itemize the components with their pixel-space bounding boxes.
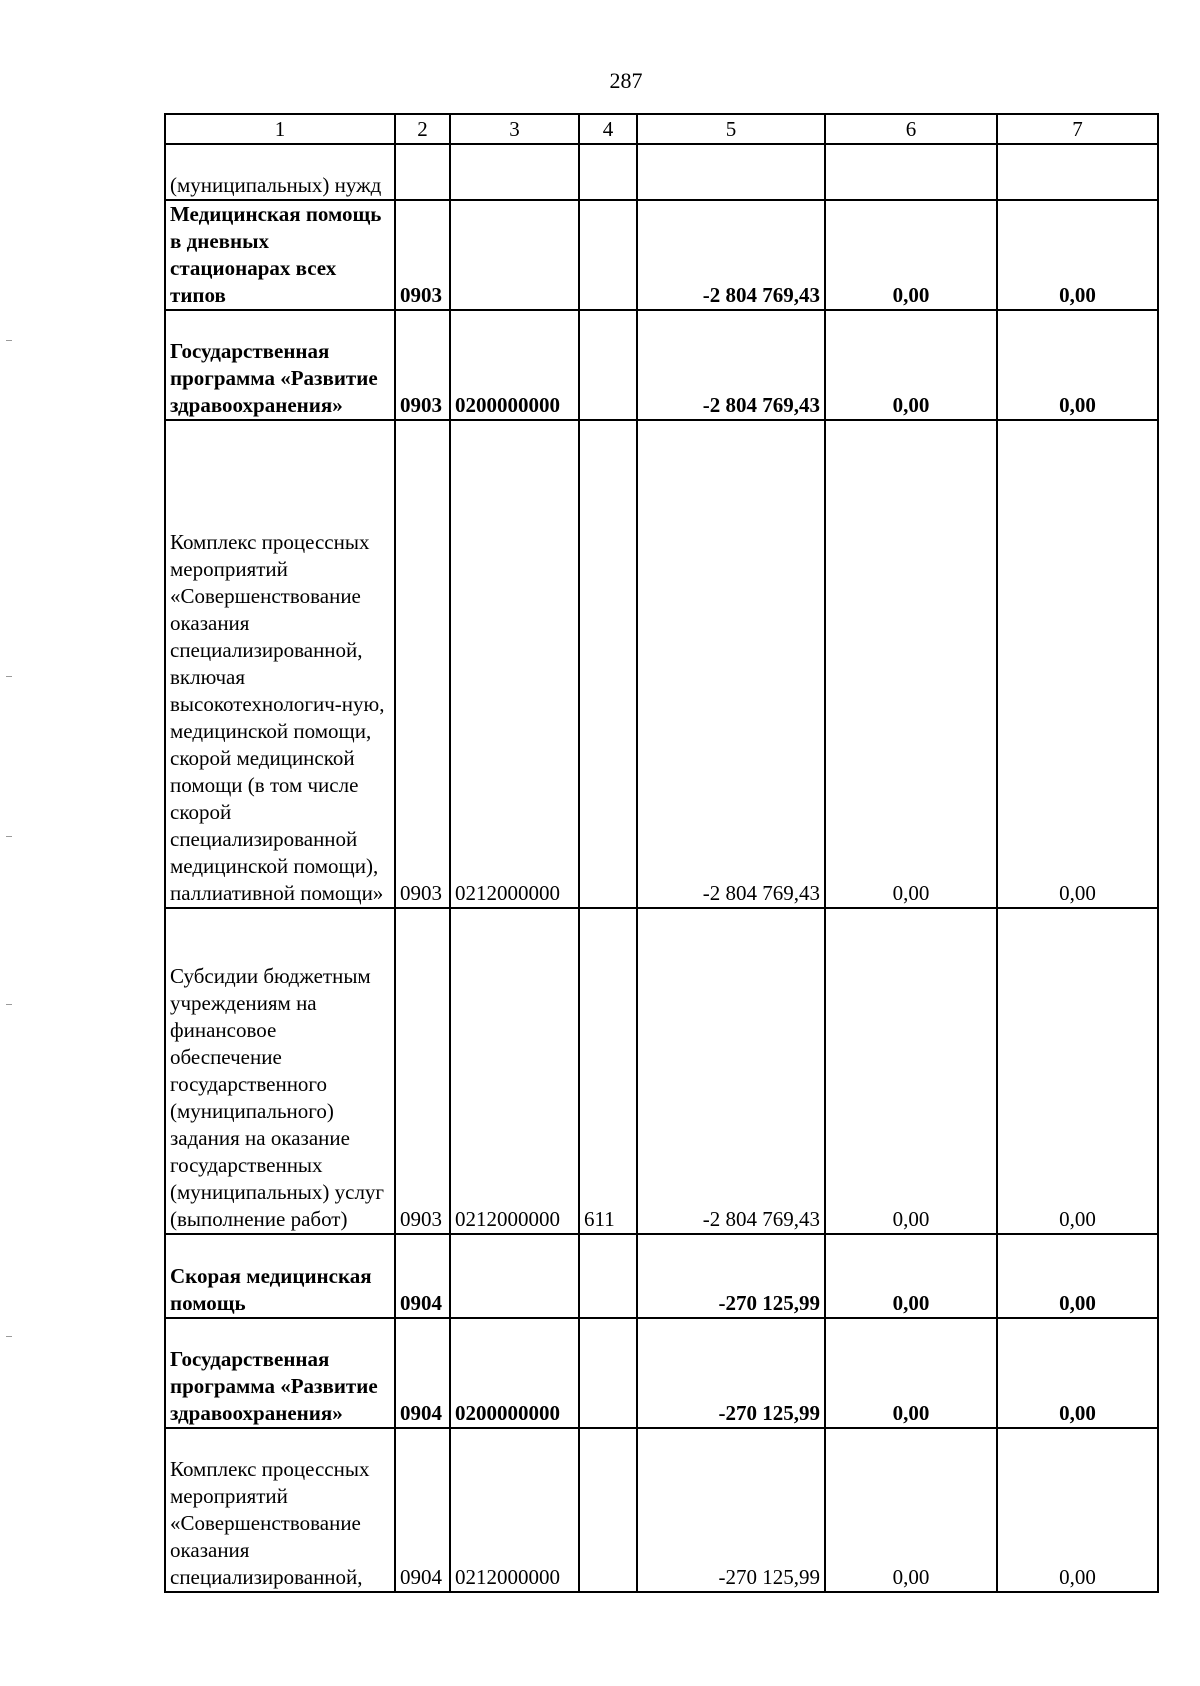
row-name: Государственная программа «Развитие здравоохранения» [165, 310, 395, 420]
expense-type [579, 1318, 637, 1428]
table-row [165, 1428, 1158, 1592]
page-number: 287 [609, 68, 643, 93]
table-row [165, 908, 1158, 1234]
header-row [165, 114, 1158, 144]
column-header-6: 6 [825, 114, 997, 144]
target-code: 0212000000 [450, 1428, 579, 1592]
target-code: 0212000000 [450, 908, 579, 1234]
amount-col7: 0,00 [997, 1234, 1158, 1318]
row-name: Комплекс процессных мероприятий «Совершенствование оказания специализированной, включая высокотехнологич-ную, медицинской помощи, скорой медицинской помощи (в том числе скорой специализированной медицинской помощи), паллиативной помощи» [165, 420, 395, 908]
expense-type [579, 144, 637, 200]
target-code: 0200000000 [450, 1318, 579, 1428]
scan-margin-mark [6, 1336, 12, 1337]
section-code: 0904 [395, 1234, 450, 1318]
amount-col7: 0,00 [997, 200, 1158, 310]
amount-col6: 0,00 [825, 1318, 997, 1428]
target-code [450, 200, 579, 310]
amount-col7: 0,00 [997, 420, 1158, 908]
column-header-3: 3 [450, 114, 579, 144]
row-name: Государственная программа «Развитие здравоохранения» [165, 1318, 395, 1428]
table-row [165, 310, 1158, 420]
amount-col7: 0,00 [997, 1318, 1158, 1428]
amount-col6: 0,00 [825, 420, 997, 908]
table-row [165, 200, 1158, 310]
row-name: Медицинская помощь в дневных стационарах всех типов [165, 200, 395, 310]
amount-col7 [997, 144, 1158, 200]
row-name: Комплекс процессных мероприятий «Совершенствование оказания специализированной, [165, 1428, 395, 1592]
section-code: 0903 [395, 310, 450, 420]
section-code: 0903 [395, 200, 450, 310]
amount-col6: 0,00 [825, 1428, 997, 1592]
section-code: 0903 [395, 908, 450, 1234]
expense-type [579, 1234, 637, 1318]
amount-col6: 0,00 [825, 908, 997, 1234]
scan-margin-mark [6, 340, 12, 341]
amount-col6: 0,00 [825, 200, 997, 310]
target-code: 0212000000 [450, 420, 579, 908]
expense-type [579, 1428, 637, 1592]
column-header-5: 5 [637, 114, 825, 144]
amount-col7: 0,00 [997, 908, 1158, 1234]
amount-col6: 0,00 [825, 310, 997, 420]
row-name: (муниципальных) нужд [165, 144, 395, 200]
expense-type [579, 310, 637, 420]
table-row [165, 1234, 1158, 1318]
expense-type: 611 [579, 908, 637, 1234]
amount-col5: -270 125,99 [637, 1318, 825, 1428]
amount-col7: 0,00 [997, 1428, 1158, 1592]
column-header-2: 2 [395, 114, 450, 144]
expense-type [579, 200, 637, 310]
section-code [395, 144, 450, 200]
table-row [165, 420, 1158, 908]
scan-margin-mark [6, 836, 12, 837]
amount-col6: 0,00 [825, 1234, 997, 1318]
amount-col5: -270 125,99 [637, 1234, 825, 1318]
table-row [165, 1318, 1158, 1428]
target-code: 0200000000 [450, 310, 579, 420]
section-code: 0904 [395, 1428, 450, 1592]
expense-type [579, 420, 637, 908]
amount-col5: -2 804 769,43 [637, 200, 825, 310]
amount-col5: -270 125,99 [637, 1428, 825, 1592]
column-header-1: 1 [165, 114, 395, 144]
section-code: 0903 [395, 420, 450, 908]
scan-margin-mark [6, 1004, 12, 1005]
section-code: 0904 [395, 1318, 450, 1428]
amount-col5: -2 804 769,43 [637, 420, 825, 908]
amount-col5: -2 804 769,43 [637, 310, 825, 420]
row-name: Субсидии бюджетным учреждениям на финансовое обеспечение государственного (муниципального) задания на оказание государственных (муниципальных) услуг (выполнение работ) [165, 908, 395, 1234]
table-row [165, 144, 1158, 200]
column-header-7: 7 [997, 114, 1158, 144]
target-code [450, 144, 579, 200]
target-code [450, 1234, 579, 1318]
amount-col5 [637, 144, 825, 200]
budget-table [164, 113, 1159, 1593]
amount-col6 [825, 144, 997, 200]
amount-col5: -2 804 769,43 [637, 908, 825, 1234]
column-header-4: 4 [579, 114, 637, 144]
amount-col7: 0,00 [997, 310, 1158, 420]
scan-margin-mark [6, 676, 12, 677]
row-name: Скорая медицинская помощь [165, 1234, 395, 1318]
